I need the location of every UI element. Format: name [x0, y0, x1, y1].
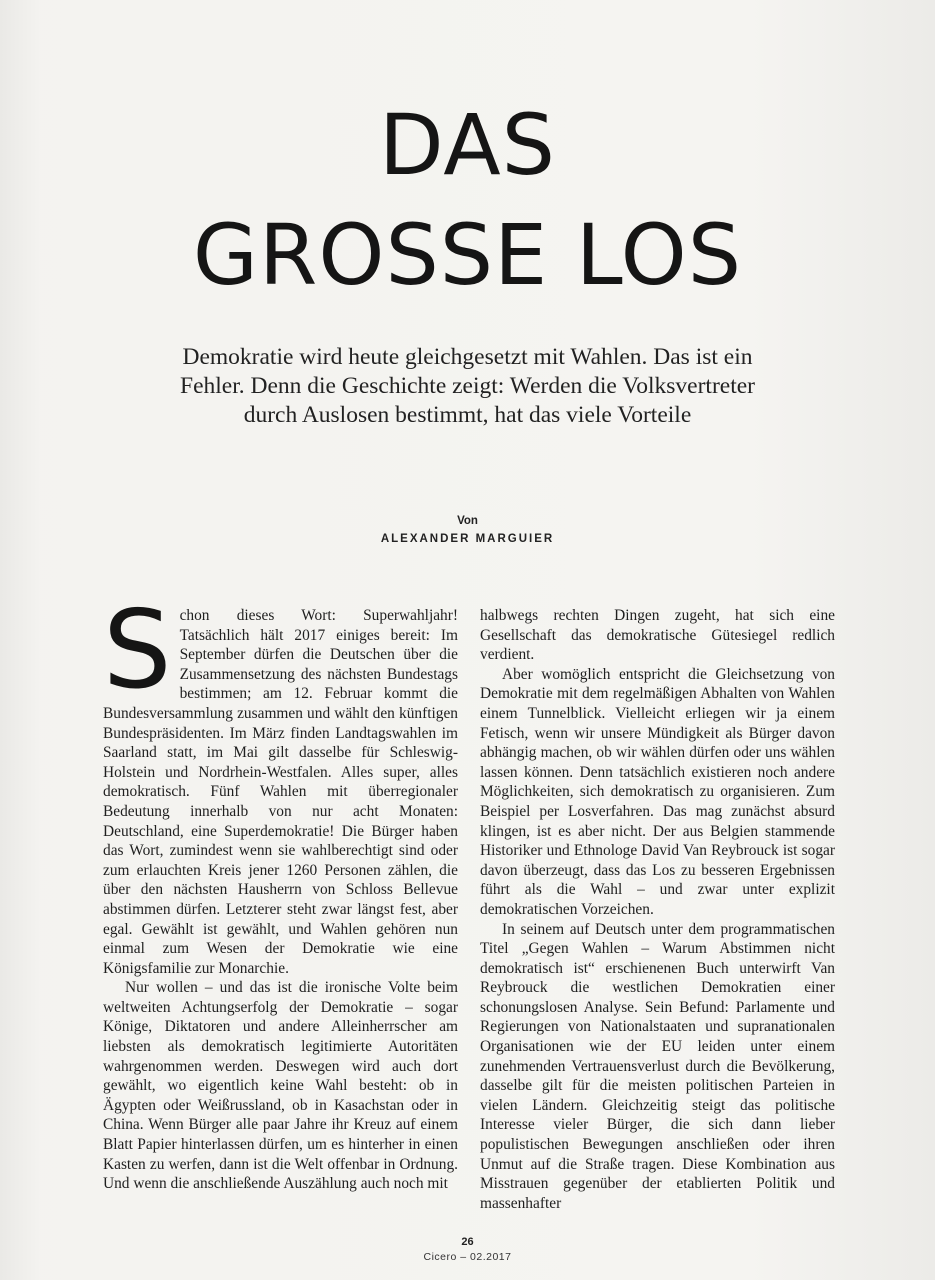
- publication-issue: Cicero – 02.2017: [423, 1251, 512, 1263]
- page-number: 26: [461, 1236, 474, 1248]
- body-column-left: [103, 588, 458, 1194]
- standfirst: Demokratie wird heute gleichgesetzt mit Wahlen. Das ist ein Fehler. Denn die Geschichte zeigt: Werden die Volksvertreter durch Auslosen bestimmt, hat das viele Vorteile: [180, 344, 755, 428]
- byline-prefix: Von: [457, 515, 478, 527]
- paragraph-text: chon dieses Wort: Superwahljahr! Tatsächlich hält 2017 einiges bereit: Im September dürfen die Deutschen über die Zusammensetzung des nächsten Bundestags bestimmen; am 12. Februar kommt die Bundesversammlung zusammen und wählt den künftigen Bundespräsidenten. Im März finden Landtagswahlen im Saarland statt, im Mai gilt dasselbe für Schleswig-Holstein und Nordrhein-Westfalen. Alles super, alles demokratisch. Fünf Wahlen mit überregionaler Bedeutung innerhalb von nur acht Monaten: Deutschland, eine Superdemokratie! Die Bürger haben das Wort, zumindest wenn sie wahlberechtigt sind oder zum erlauchten Kreis jener 1260 Personen zählen, die über den nächsten Hausherrn von Schloss Bellevue abstimmen dürfen. Letzterer steht zwar längst fest, aber egal. Gewählt ist gewählt, und Wahlen gehören nun einmal zum Wesen der Demokratie wie eine Königsfamilie zur Monarchie.: [103, 607, 458, 977]
- paragraph: Nur wollen – und das ist die ironische Volte beim weltweiten Achtungserfolg der Demokratie – sogar Könige, Diktatoren und andere Alleinherrscher am liebsten als demokratisch legitimierte Autoritäten wahrgenommen werden. Deswegen wird auch dort gewählt, wo eigentlich keine Wahl besteht: ob in Ägypten oder Weißrussland, ob in Kasachstan oder in China. Wenn Bürger alle paar Jahre ihr Kreuz auf einem Blatt Papier hinterlassen dürfen, um es hinterher in einen Kasten zu werfen, dann ist die Welt offenbar in Ordnung. Und wenn die anschließende Auszählung auch noch mit: [103, 979, 458, 1193]
- body-column-right: [480, 606, 835, 1213]
- paragraph: [103, 588, 458, 978]
- byline-author: ALEXANDER MARGUIER: [380, 533, 555, 545]
- headline-line-2: GROSSE LOS: [192, 206, 743, 304]
- headline-line-1: DAS: [379, 96, 556, 194]
- paragraph: halbwegs rechten Dingen zugeht, hat sich eine Gesellschaft das demokratische Gütesiegel redlich verdient.: [480, 607, 835, 664]
- paragraph: In seinem auf Deutsch unter dem programmatischen Titel „Gegen Wahlen – Warum Abstimmen nicht demokratisch ist“ erschienenen Buch unterwirft Van Reybrouck die westlichen Demokratien einer schonungslosen Analyse. Sein Befund: Parlamente und Regierungen von Nationalstaaten und supranationalen Organisationen wie der EU leiden unter einem zunehmenden Vertrauensverlust durch die Bevölkerung, dasselbe gilt für die meisten politischen Parteien in vielen Ländern. Gleichzeitig steigt das politische Interesse vieler Bürger, die sich dann lieber populistischen Bewegungen anschließen oder ihren Unmut auf die Straße tragen. Diese Kombination aus Misstrauen gegenüber der etablierten Politik und massenhafter: [480, 920, 835, 1212]
- paragraph: Aber womöglich entspricht die Gleichsetzung von Demokratie mit dem regelmäßigen Abhalten von Wahlen einem Tunnelblick. Vielleicht erliegen wir ja einem Fetisch, wenn wir unsere Mündigkeit als Bürger davon abhängig machen, ob wir wählen dürfen oder uns wählen lassen können. Denn tatsächlich existieren noch andere Möglichkeiten, sich demokratisch zu organisieren. Zum Beispiel per Losverfahren. Das mag zunächst absurd klingen, ist es aber nicht. Der aus Belgien stammende Historiker und Ethnologe David Van Reybrouck ist sogar davon überzeugt, dass das Los zu besseren Ergebnissen führt als die Wahl – und zwar unter explizit demokratischen Vorzeichen.: [480, 665, 835, 918]
- drop-cap: S: [103, 588, 172, 713]
